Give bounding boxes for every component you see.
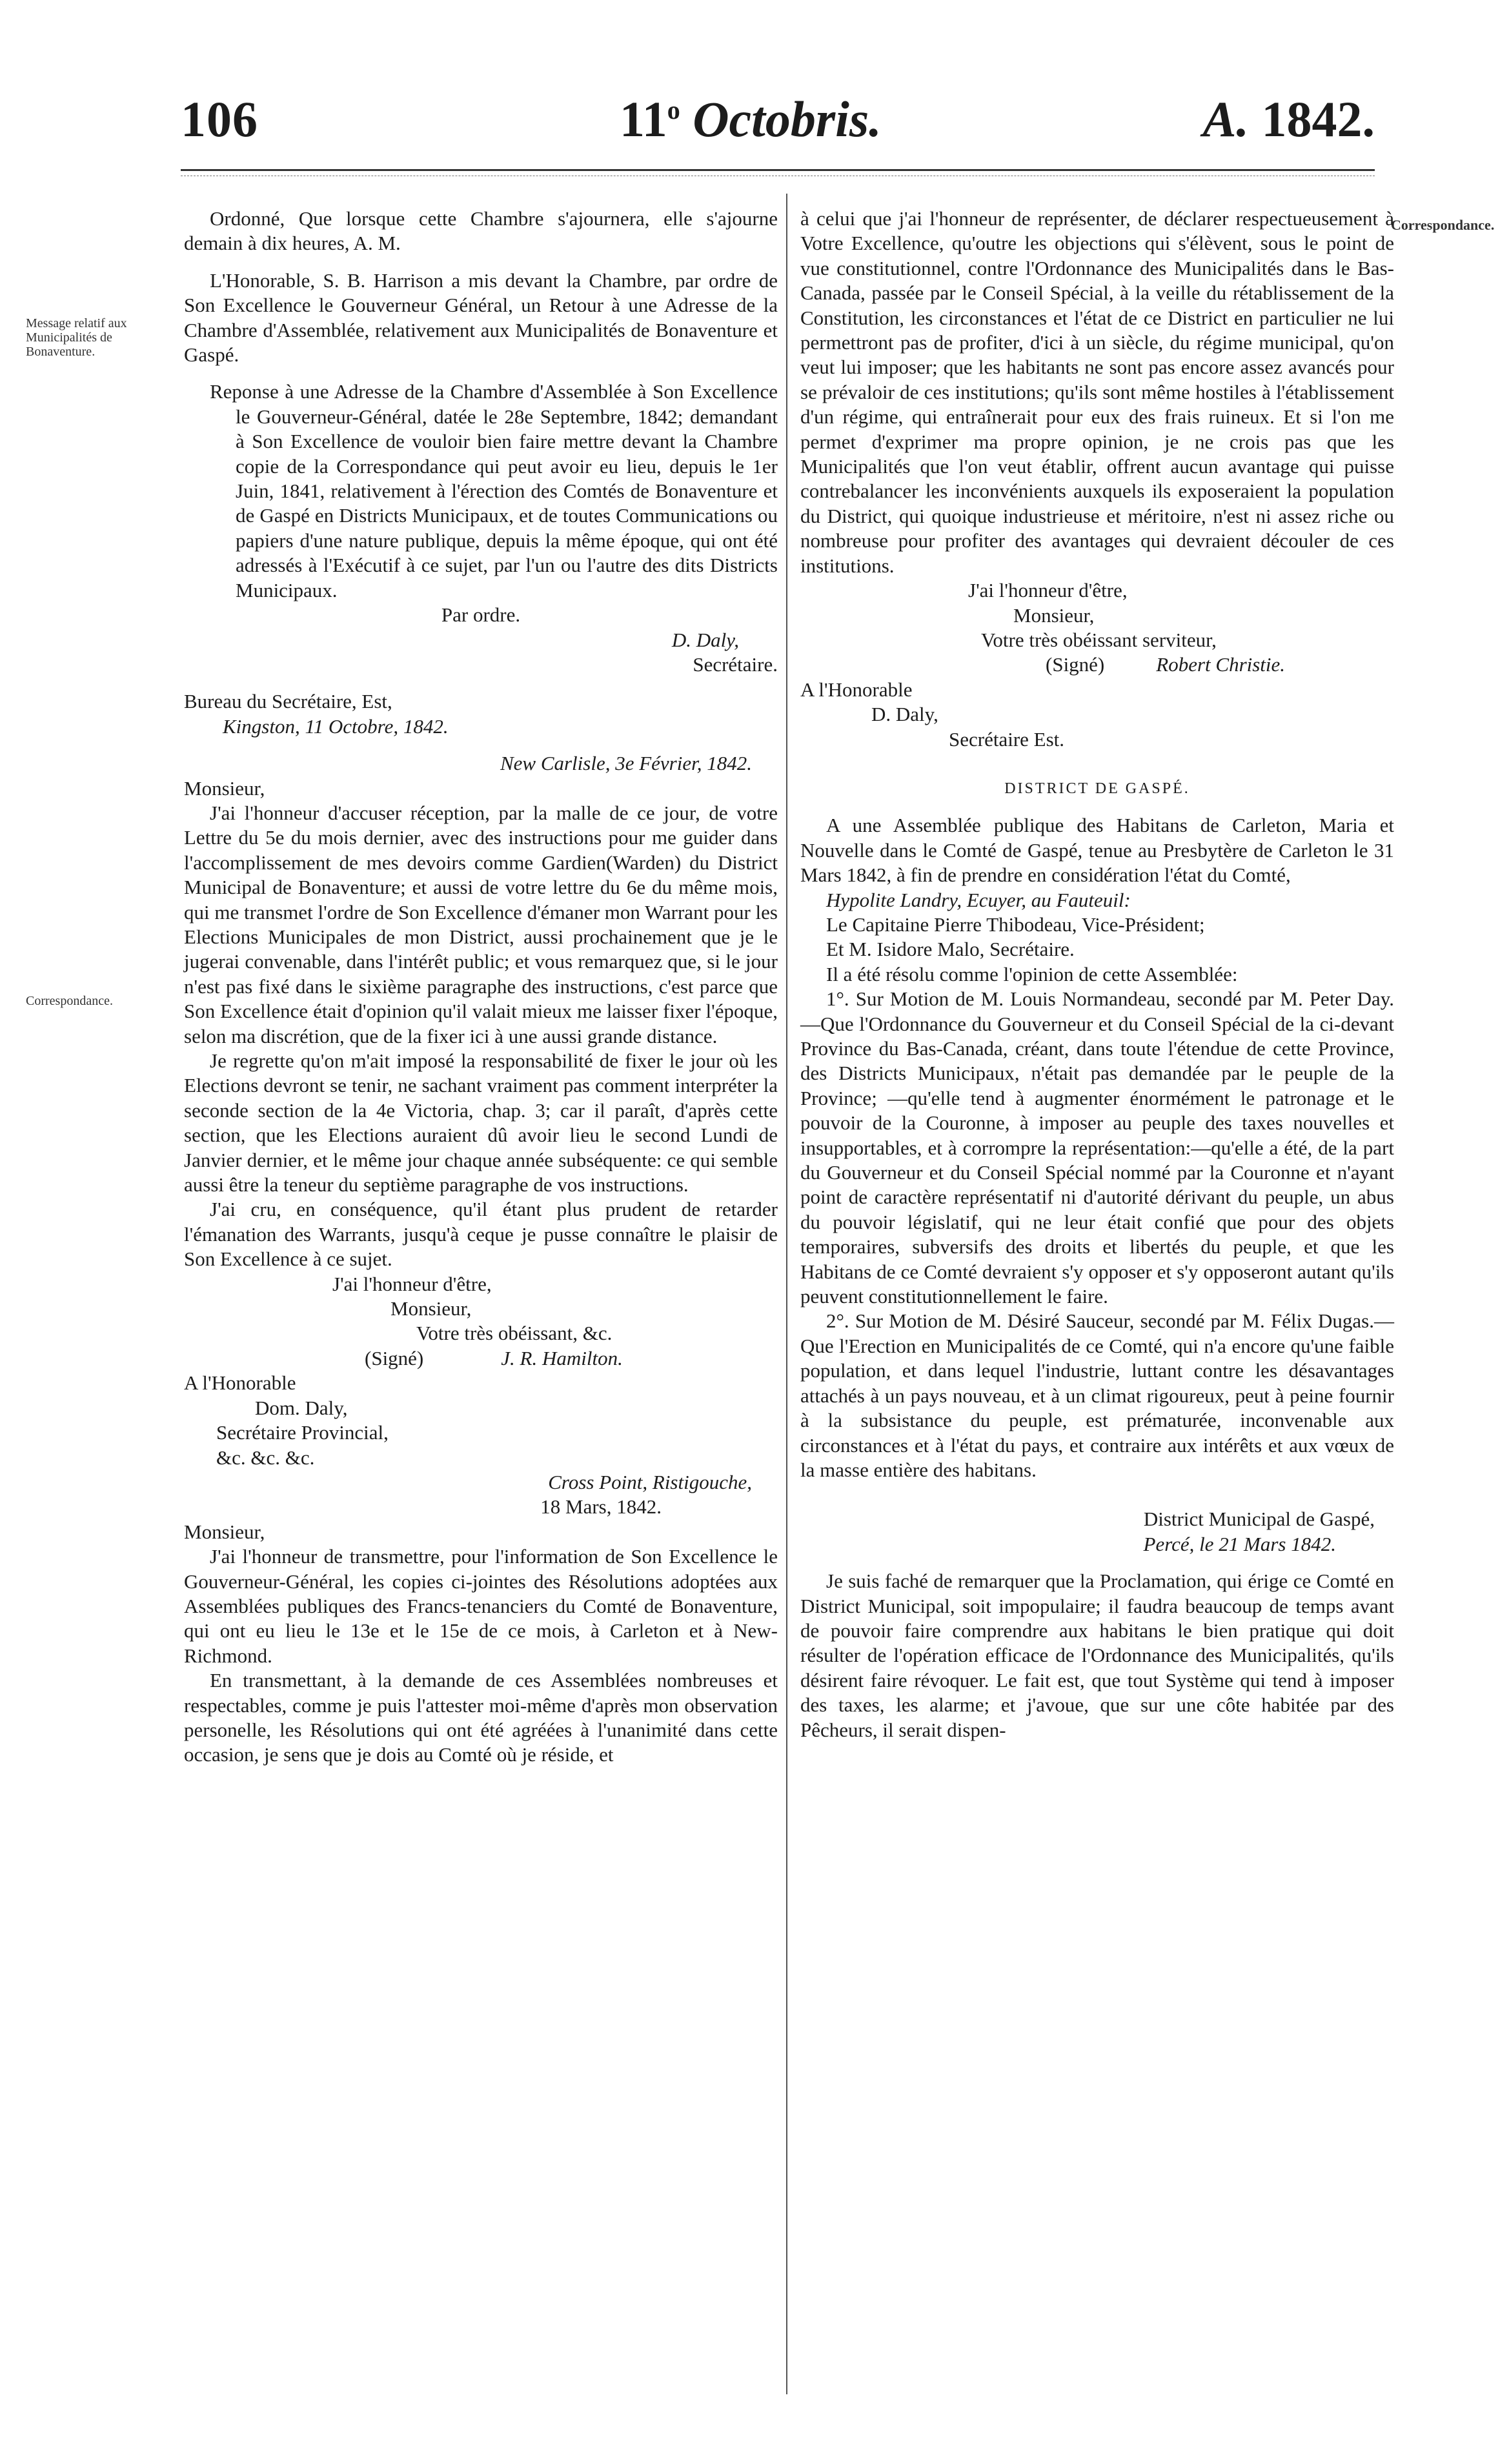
margin-note-correspondance-right: Correspondance. (1391, 217, 1495, 233)
district-heading: DISTRICT DE GASPÉ. (1004, 780, 1190, 797)
closing-honneur-1: J'ai l'honneur d'être, (332, 1272, 492, 1295)
year-prefix: A. (1202, 91, 1249, 147)
cross-point-date: 18 Mars, 1842. (540, 1495, 662, 1519)
cross-point-place: Cross Point, Ristigouche, (548, 1470, 752, 1493)
header-date (620, 90, 882, 148)
header-year (1202, 90, 1375, 148)
vice-president-line: Le Capitaine Pierre Thibodeau, Vice-Président; (826, 913, 1205, 936)
date-number: 11 (620, 91, 667, 147)
resolution-1: 1°. Sur Motion de M. Louis Normandeau, secondé par M. Peter Day.—Que l'Ordonnance du Gouverneur et du Conseil Spécial de la ci-devant Province du Bas-Canada, créant, dans toute l'étendue de cette Province, des Districts Municipaux, n'était pas demandée par le peuple de la Province; —qu'elle tend à augmenter énormément le patronage et le pouvoir de la Couronne, à imposer au peuple des taxes nouvelles et insupportables, et à corrompre la représentation:—qu'elle a été, de la part du Gouverneur et du Conseil Spécial nommé par la Couronne et n'ayant point de caractère représentatif ni d'autorité dérivant du peuple, un abus du pouvoir législatif, qui ne leur était confié que pour des objets temporaires, subversifs des droits et libertés du peuple, et que les Habitans de ce Comté devraient s'y opposer et s'y opposeront autant qu'ils peuvent constitutionnellement le faire. (800, 987, 1394, 1308)
hamilton-name: J. R. Hamilton. (501, 1346, 623, 1369)
christie-letter-p2: En transmettant, à la demande de ces Assemblées nombreuses et respectables, comme je puis l'attester moi-même d'après mon observation personelle, les Résolutions qui ont été agréées à l'unanimité dans cette occasion, je sens que je dois au Comté où je réside, et (184, 1669, 778, 1766)
addressee-honorable-2: A l'Honorable (800, 678, 913, 701)
right-column (800, 207, 1394, 1742)
daly-title: Secrétaire. (693, 652, 778, 676)
hamilton-letter-p3: J'ai cru, en conséquence, qu'il étant plus prudent de retarder l'émanation des Warrants, jusqu'à ceque je pusse connaître le plaisir de Son Excellence à ce sujet. (184, 1198, 778, 1271)
christie-letter-p3: à celui que j'ai l'honneur de représenter, de déclarer respectueusement à Votre Excellence, qu'outre les objections qui s'élèvent, sous le point de vue constitutionnel, contre l'Ordonnance des Municipalités dans le Bas-Canada, passée par le Conseil Spécial, à la veille du rétablissement de la Constitution, les circonstances et l'état de ce District en particulier ne lui permettront pas de profiter, d'ici à un siècle, du régime municipal, qu'on veut lui imposer; que les habitants ne sont pas encore assez avancés pour se prévaloir de ces institutions; qu'ils sont même hostiles à l'établissement d'un régime, qui entraînerait pour eux des frais ruineux. Et si l'on me permet d'exprimer ma propre opinion, je ne crois pas que les Municipalités que l'on veut établir, offrent aucun avantage qui puisse contrebalancer les inconvénients auxquels ils exposeraient la population du District, qui quoique industrieuse et méritoire, n'est ni assez riche ou nombreuse pour profiter des avantages qui devraient découler de ces institutions. (800, 207, 1394, 577)
addressee-daly: Dom. Daly, (255, 1396, 348, 1419)
page-header (181, 90, 1375, 161)
order-adjourn: Ordonné, Que lorsque cette Chambre s'ajournera, elle s'ajourne demain à dix heures, A. M. (184, 207, 778, 255)
gaspe-place: District Municipal de Gaspé, (1143, 1508, 1375, 1531)
resolu-line: Il a été résolu comme l'opinion de cette Assemblée: (826, 962, 1238, 985)
addressee-etc: &c. &c. &c. (216, 1446, 315, 1469)
reponse-adresse: Reponse à une Adresse de la Chambre d'Assemblée à Son Excellence le Gouverneur-Général, datée le 28e Septembre, 1842; demandant à Son Excellence de vouloir bien faire mettre devant la Chambre copie de la Correspondance qui peut avoir eu lieu, depuis le 1er Juin, 1841, relativement à l'érection des Comtés de Bonaventure et de Gaspé en Districts Municipaux, et de toutes Communications ou papiers d'une nature publique, depuis la même époque, qui ont été adressés à l'Exécutif à ce sujet, par l'un ou l'autre des dits Districts Municipaux. (210, 380, 778, 601)
header-rule (181, 169, 1375, 171)
salutation-1: Monsieur, (184, 776, 265, 800)
signe-label: (Signé) (365, 1346, 424, 1369)
bureau-line: Bureau du Secrétaire, Est, (184, 690, 392, 713)
date-month: Octobris. (693, 91, 882, 147)
addressee-honorable: A l'Honorable (184, 1371, 296, 1395)
carlisle-date: New Carlisle, 3e Février, 1842. (500, 752, 752, 775)
hamilton-letter-p2: Je regrette qu'on m'ait imposé la responsabilité de fixer le jour où les Elections devront se tenir, ne sachant vraiment pas comment interpréter la seconde section de la 4e Victoria, chap. 3; car il paraît, d'après cette section, que les Elections auraient dû avoir lieu le second Lundi de Janvier dernier, et le même jour chaque année subséquente: ce qui semble aussi être la teneur du septième paragraphe de vos instructions. (184, 1049, 778, 1197)
signe-hamilton (184, 1346, 778, 1371)
secretaire-line: Et M. Isidore Malo, Secrétaire. (826, 938, 1075, 961)
gaspe-letter: Je suis faché de remarquer que la Proclamation, qui érige ce Comté en District Municipal, soit impopulaire; il faudra beaucoup de temps avant de pouvoir faire comprendre aux habitans le bien pratique qui doit résulter de l'opération efficace de l'Ordonnance des Municipalités, qu'ils désirent faire révoquer. Le fait est, que tout Système qui tend à imposer des taxes, les alarme; et j'avoue, que sur une côte habitée par des Pêcheurs, il serait dispen- (800, 1570, 1394, 1741)
assemblee-intro: A une Assemblée publique des Habitans de Carleton, Maria et Nouvelle dans le Comté de Gaspé, tenue au Presbytère de Carleton le 31 Mars 1842, à fin de prendre en considération l'état du Comté, (800, 814, 1394, 887)
margin-note-message: Message relatif aux Municipalités de Bonaventure. (26, 316, 127, 359)
signe-label-2: (Signé) (1046, 653, 1105, 676)
addressee-title: Secrétaire Provincial, (216, 1421, 389, 1444)
christie-letter-p1: J'ai l'honneur de transmettre, pour l'information de Son Excellence le Gouverneur-Général, les copies ci-jointes des Résolutions adoptées aux Assemblées publiques des Francs-tenanciers du Comté de Bonaventure, qui ont eu lieu le 13e et le 15e de ce mois, à Carleton et à New-Richmond. (184, 1545, 778, 1667)
addressee-daly-2: D. Daly, (871, 703, 938, 726)
resolution-2: 2°. Sur Motion de M. Désiré Sauceur, secondé par M. Félix Dugas.—Que l'Erection en Municipalités de ce Comté, qui n'a encore qu'une faible population, et dans lequel l'industrie, luttant contre les désavantages attachés à un pays nouveau, et à un climat rigoureux, peut à peine fournir à la subsistance du peuple, est prématurée, inconvenable aux circonstances et à l'état du pays, et contraire aux intérêts et aux vœux de la masse entière des habitans. (800, 1309, 1394, 1481)
daly-signature: D. Daly, (671, 628, 739, 651)
hamilton-letter-p1: J'ai l'honneur d'accuser réception, par la malle de ce jour, de votre Lettre du 5e du mois dernier, avec des instructions pour me guider dans l'accomplissement de mes devoirs comme Gardien(Warden) du District Municipal de Bonaventure; et aussi de votre lettre du 6e du même mois, qui me transmet l'ordre de Son Excellence d'émaner mon Warrant pour les Elections Municipales de mon District, aussi prochainement que je le jugerai convenable, dans l'intérêt public; et vous remarquez que, si le jour n'est pas fixé dans le sixième paragraphe des instructions, c'est parce que Son Excellence était d'opinion qu'il valait mieux me laisser fixer l'époque, selon ma discrétion, que de la fixer ici à une aussi grande distance. (184, 801, 778, 1047)
kingston-date: Kingston, 11 Octobre, 1842. (223, 714, 449, 738)
closing-monsieur-2: Monsieur, (1013, 603, 1095, 627)
signe-christie (800, 652, 1394, 677)
harrison-return: L'Honorable, S. B. Harrison a mis devant la Chambre, par ordre de Son Excellence le Gouverneur Général, un Retour à une Adresse de la Chambre d'Assemblée, relativement aux Municipalités de Bonaventure et Gaspé. (184, 268, 778, 367)
margin-note-correspondance-left: Correspondance. (26, 994, 113, 1008)
date-ordinal: o (667, 96, 680, 125)
page-number: 106 (181, 91, 258, 147)
closing-obeissant-1: Votre très obéissant, &c. (416, 1322, 613, 1345)
column-divider (786, 194, 787, 2394)
christie-name: Robert Christie. (1156, 653, 1286, 676)
addressee-title-2: Secrétaire Est. (949, 727, 1065, 751)
closing-obeissant-2: Votre très obéissant serviteur, (981, 628, 1217, 651)
closing-honneur-2: J'ai l'honneur d'être, (968, 579, 1128, 602)
closing-monsieur-1: Monsieur, (390, 1297, 472, 1320)
salutation-2: Monsieur, (184, 1520, 265, 1543)
par-ordre: Par ordre. (441, 603, 521, 627)
perce-date: Percé, le 21 Mars 1842. (1143, 1532, 1336, 1555)
left-column (184, 207, 778, 1768)
president-line: Hypolite Landry, Ecuyer, au Fauteuil: (826, 888, 1131, 911)
year-value: 1842. (1261, 91, 1375, 147)
